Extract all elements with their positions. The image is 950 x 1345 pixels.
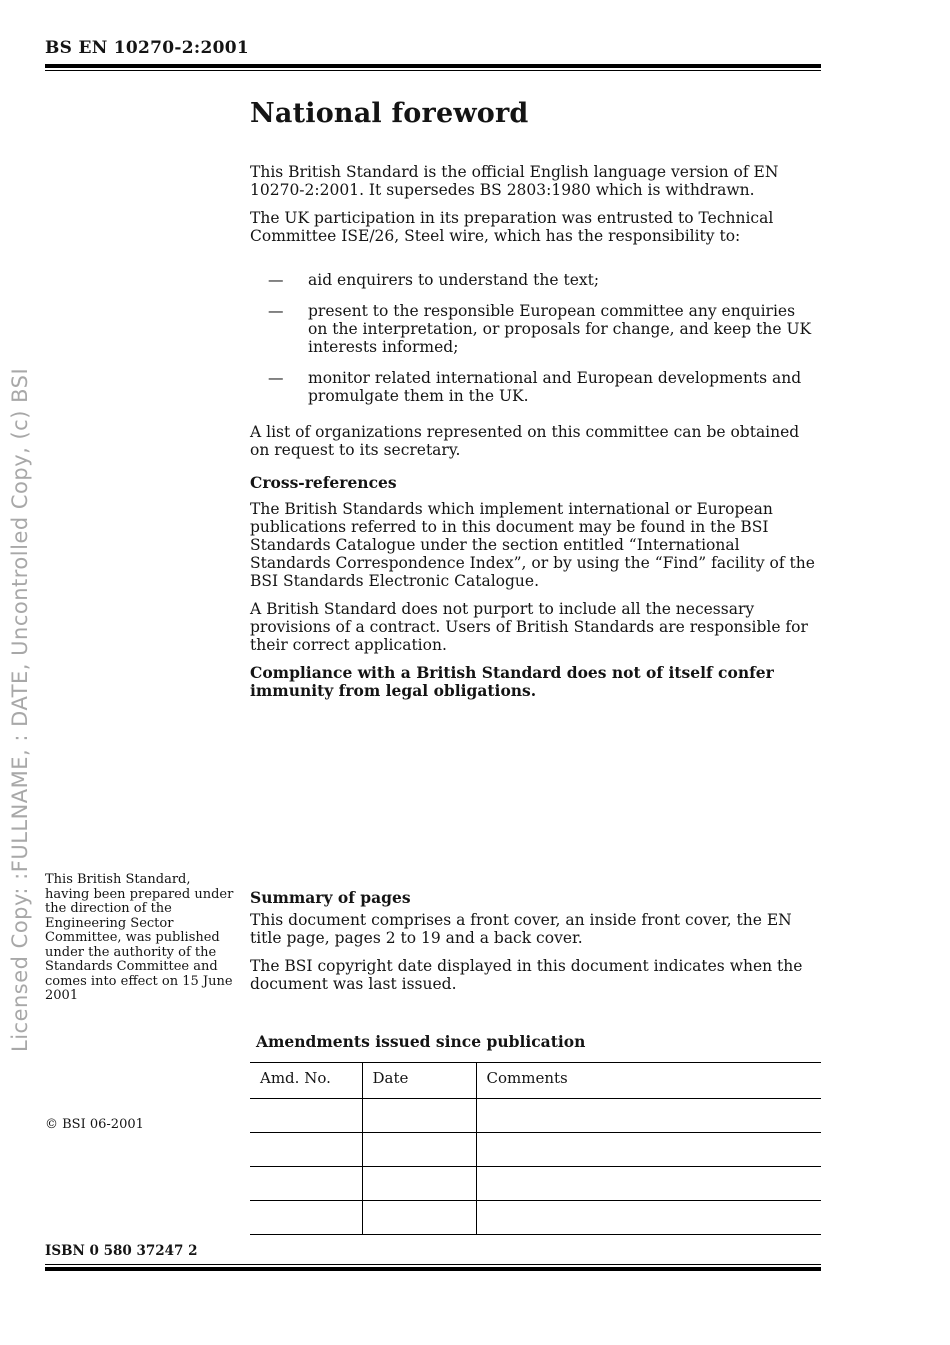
table-cell [362,1167,476,1201]
table-row [250,1167,821,1201]
list-item-text: aid enquirers to understand the text; [308,271,600,289]
paragraph-copyright-date: The BSI copyright date displayed in this document indicates when the document was last issued. [250,957,803,993]
footer-rule [45,1264,821,1271]
table-header-amd-no: Amd. No. [250,1063,362,1099]
paragraph-uk-participation: The UK participation in its preparation was entrusted to Technical Committee ISE/26, Steel wire, which has the responsibility to: [250,209,774,245]
table-cell [476,1201,821,1235]
dash-bullet: — [268,302,284,320]
paragraph-compliance: Compliance with a British Standard does not of itself confer immunity from legal obligations. [250,663,774,700]
footer-rule-thick-line [45,1267,821,1271]
table-cell [476,1133,821,1167]
cross-references-heading: Cross-references [250,473,397,492]
paragraph-version: This British Standard is the official English language version of EN 10270-2:2001. It supersedes BS 2803:1980 which is withdrawn. [250,163,779,199]
paragraph-contract: A British Standard does not purport to include all the necessary provisions of a contract. Users of British Standards are responsible for their correct application. [250,600,808,654]
table-row [250,1099,821,1133]
isbn-number: ISBN 0 580 37247 2 [45,1243,198,1259]
copyright-notice: © BSI 06-2001 [45,1117,144,1132]
table-cell [476,1167,821,1201]
table-cell [362,1201,476,1235]
page-title: National foreword [250,98,529,129]
list-item [250,369,821,405]
paragraph-summary-pages: This document comprises a front cover, an inside front cover, the EN title page, pages 2 to 19 and a back cover. [250,911,792,947]
table-cell [362,1099,476,1133]
license-watermark-text: Licensed Copy: :FULLNAME, : DATE, Uncontrolled Copy, (c) BSI [8,367,32,1052]
table-row [250,1133,821,1167]
summary-heading: Summary of pages [250,888,411,907]
header-rule [45,64,821,71]
footer-rule-thin-line [45,1264,821,1265]
table-cell [362,1133,476,1167]
dash-bullet: — [268,271,284,289]
list-item-text: monitor related international and European developments and promulgate them in the UK. [308,369,802,405]
publication-note: This British Standard, having been prepared under the direction of the Engineering Sector Committee, was published under the authority of the Standards Committee and comes into effect on 15 June 2001 [45,872,234,1003]
amendments-table [250,1062,821,1235]
paragraph-catalogue: The British Standards which implement international or European publications referred to in this document may be found in the BSI Standards Catalogue under the section entitled “International Standards Correspondence Index”, or by using the “Find” facility of the BSI Standards Electronic Catalogue. [250,500,815,590]
document-reference: BS EN 10270-2:2001 [45,38,249,58]
table-header-row [250,1063,821,1099]
table-cell [250,1133,362,1167]
table-header-comments: Comments [476,1063,821,1099]
responsibility-list [250,271,821,405]
paragraph-organizations: A list of organizations represented on this committee can be obtained on request to its secretary. [250,423,800,459]
table-header-date: Date [362,1063,476,1099]
list-item [250,302,821,356]
main-content [250,98,821,710]
summary-of-pages-section [250,888,821,1003]
table-cell [250,1167,362,1201]
amendments-heading: Amendments issued since publication [256,1032,586,1051]
table-cell [476,1099,821,1133]
header-rule-thin-line [45,70,821,71]
table-cell [250,1201,362,1235]
table-row [250,1201,821,1235]
header-rule-thick-line [45,64,821,68]
list-item-text: present to the responsible European committee any enquiries on the interpretation, or proposals for change, and keep the UK interests informed; [308,302,812,356]
dash-bullet: — [268,369,284,387]
table-cell [250,1099,362,1133]
list-item [250,271,821,289]
